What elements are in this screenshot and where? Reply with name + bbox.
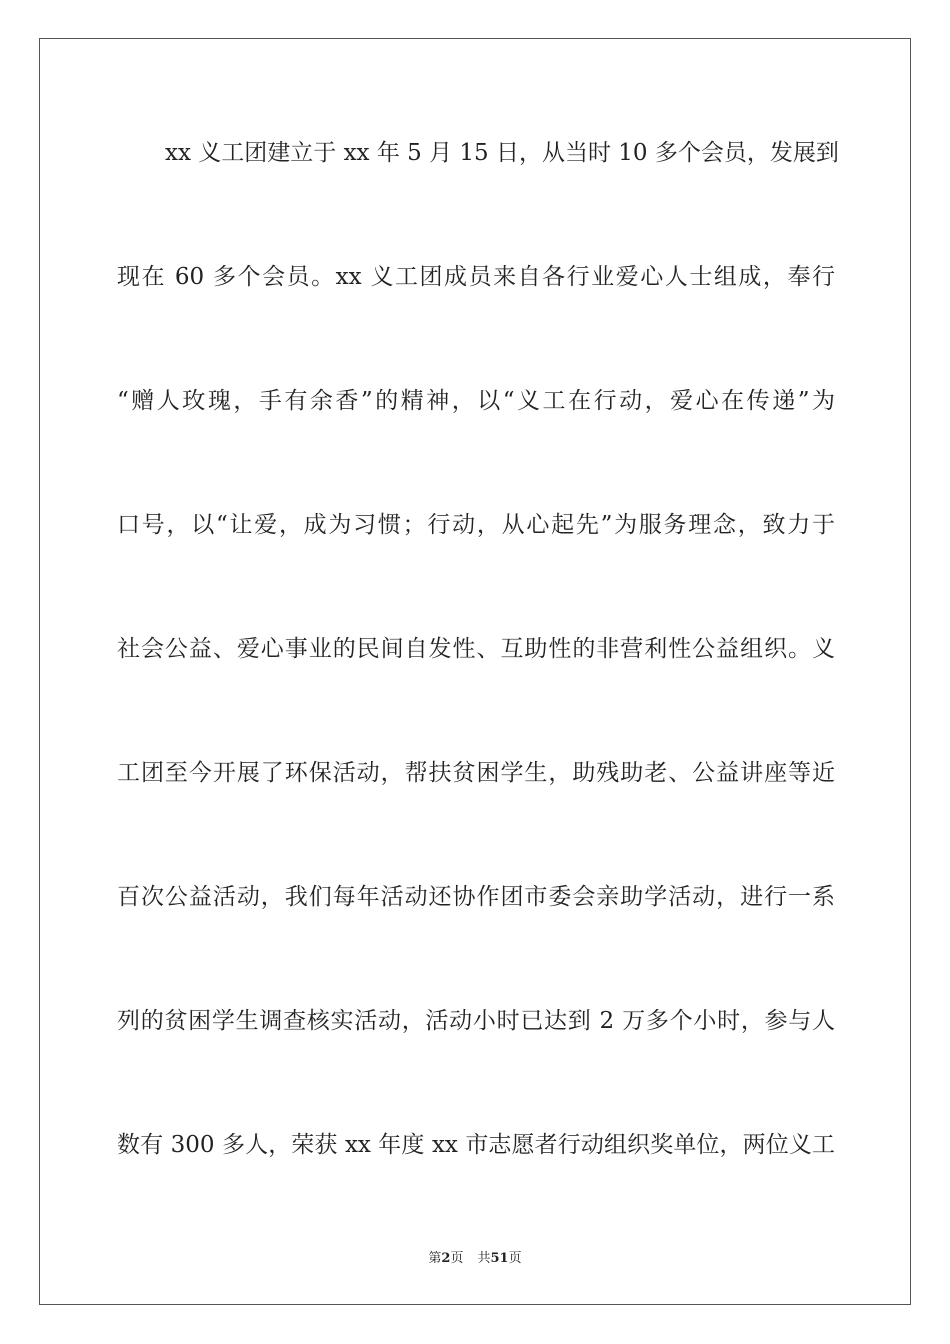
page-number: 2: [441, 1251, 451, 1266]
text-line: 百次公益活动，我们每年活动还协作团市委会亲助学活动，进行一系: [117, 884, 835, 910]
total-pages: 51: [490, 1251, 509, 1266]
text-line: 口号，以“让爱，成为习惯；行动，从心起先”为服务理念，致力于: [117, 512, 835, 538]
text-line: xx 义工团建立于 xx 年 5 月 15 日，从当时 10 多个会员，发展到: [165, 140, 839, 166]
total-prefix: 共: [477, 1251, 491, 1266]
text-line: 列的贫困学生调查核实活动，活动小时已达到 2 万多个小时，参与人: [117, 1008, 835, 1034]
page-suffix: 页: [450, 1251, 464, 1266]
page-prefix: 第: [428, 1251, 442, 1266]
total-suffix: 页: [508, 1251, 522, 1266]
text-line: 现在 60 多个会员。xx 义工团成员来自各行业爱心人士组成，奉行: [117, 264, 835, 290]
body-paragraph: [117, 123, 839, 1239]
text-line: 工团至今开展了环保活动，帮扶贫困学生，助残助老、公益讲座等近: [117, 760, 835, 786]
page-footer: [0, 1247, 950, 1266]
text-line: “赠人玫瑰，手有余香”的精神，以“义工在行动，爱心在传递”为: [117, 388, 835, 414]
text-line: 数有 300 多人，荣获 xx 年度 xx 市志愿者行动组织奖单位，两位义工: [117, 1132, 835, 1158]
text-line: 社会公益、爱心事业的民间自发性、互助性的非营利性公益组织。义: [117, 636, 835, 662]
